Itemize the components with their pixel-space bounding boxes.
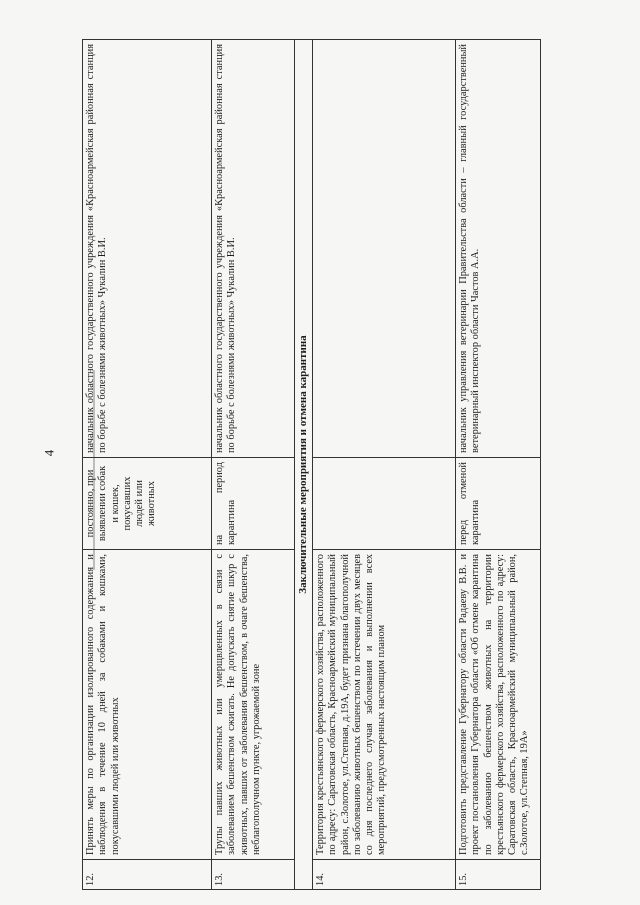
table-row (455, 40, 540, 890)
term-text: на период карантина (212, 458, 295, 550)
responsible-text: начальник управления ветеринарии Правительства области – главный государственный ветеринарный инспектор области Частов А.А. (455, 40, 540, 458)
measure-text: Трупы павших животных или умерщвленных в связи с заболеванием бешенством сжигать. Не допускать снятие шкур с животных, павших от заболевания бешенством, в очаге бешенства, неблагополучном пункте, угрожаемой зоне (212, 550, 295, 860)
measure-text: Подготовить представление Губернатору области Радаеву В.В. и проект постановления Губернатора области «Об отмене карантина по заболеванию бешенством животных на территории крестьянского фермерского хозяйства, расположенного по адресу: Саратовская область, Красноармейский муниципальный район, с.Золотое, ул.Степная, 19А» (455, 550, 540, 860)
table-row (312, 40, 455, 890)
rotated-table-container (82, 40, 531, 890)
table-row (212, 40, 295, 890)
row-number: 12. (83, 860, 212, 890)
row-number: 14. (312, 860, 455, 890)
term-text (312, 458, 455, 550)
section-title: Заключительные мероприятия и отмена карантина (295, 40, 313, 890)
responsible-text: начальник областного государственного учреждения «Красноармейская районная станция по борьбе с болезнями животных» Чукалин В.И. (212, 40, 295, 458)
measure-text: Территория крестьянского фермерского хозяйства, расположенного по адресу: Саратовская область, Красноармейский муниципальный район, с.Золотое, ул.Степная, д.19А, будет признана благополучной по заболеванию животных бешенством по истечении двух месяцев со дня последнего случая заболевания и выполнении всех мероприятий, предусмотренных настоящим планом (312, 550, 455, 860)
row-number: 13. (212, 860, 295, 890)
term-text: перед отменой карантина (455, 458, 540, 550)
table-row (83, 40, 212, 890)
page-number: 4 (41, 449, 57, 457)
responsible-text (312, 40, 455, 458)
measures-table (82, 39, 541, 890)
row-number: 15. (455, 860, 540, 890)
responsible-text: начальник областного государственного учреждения «Красноармейская районная станция по борьбе с болезнями животных» Чукалин В.И. (83, 40, 212, 458)
measure-text: Принять меры по организации изолированного содержания и наблюдения в течение 10 дней за собаками и кошками, покусавшими людей или животных (83, 550, 212, 860)
section-header-row (295, 40, 313, 890)
term-text: постоянно, при выявлении собак и кошек, покусавших людей или животных (83, 458, 212, 550)
